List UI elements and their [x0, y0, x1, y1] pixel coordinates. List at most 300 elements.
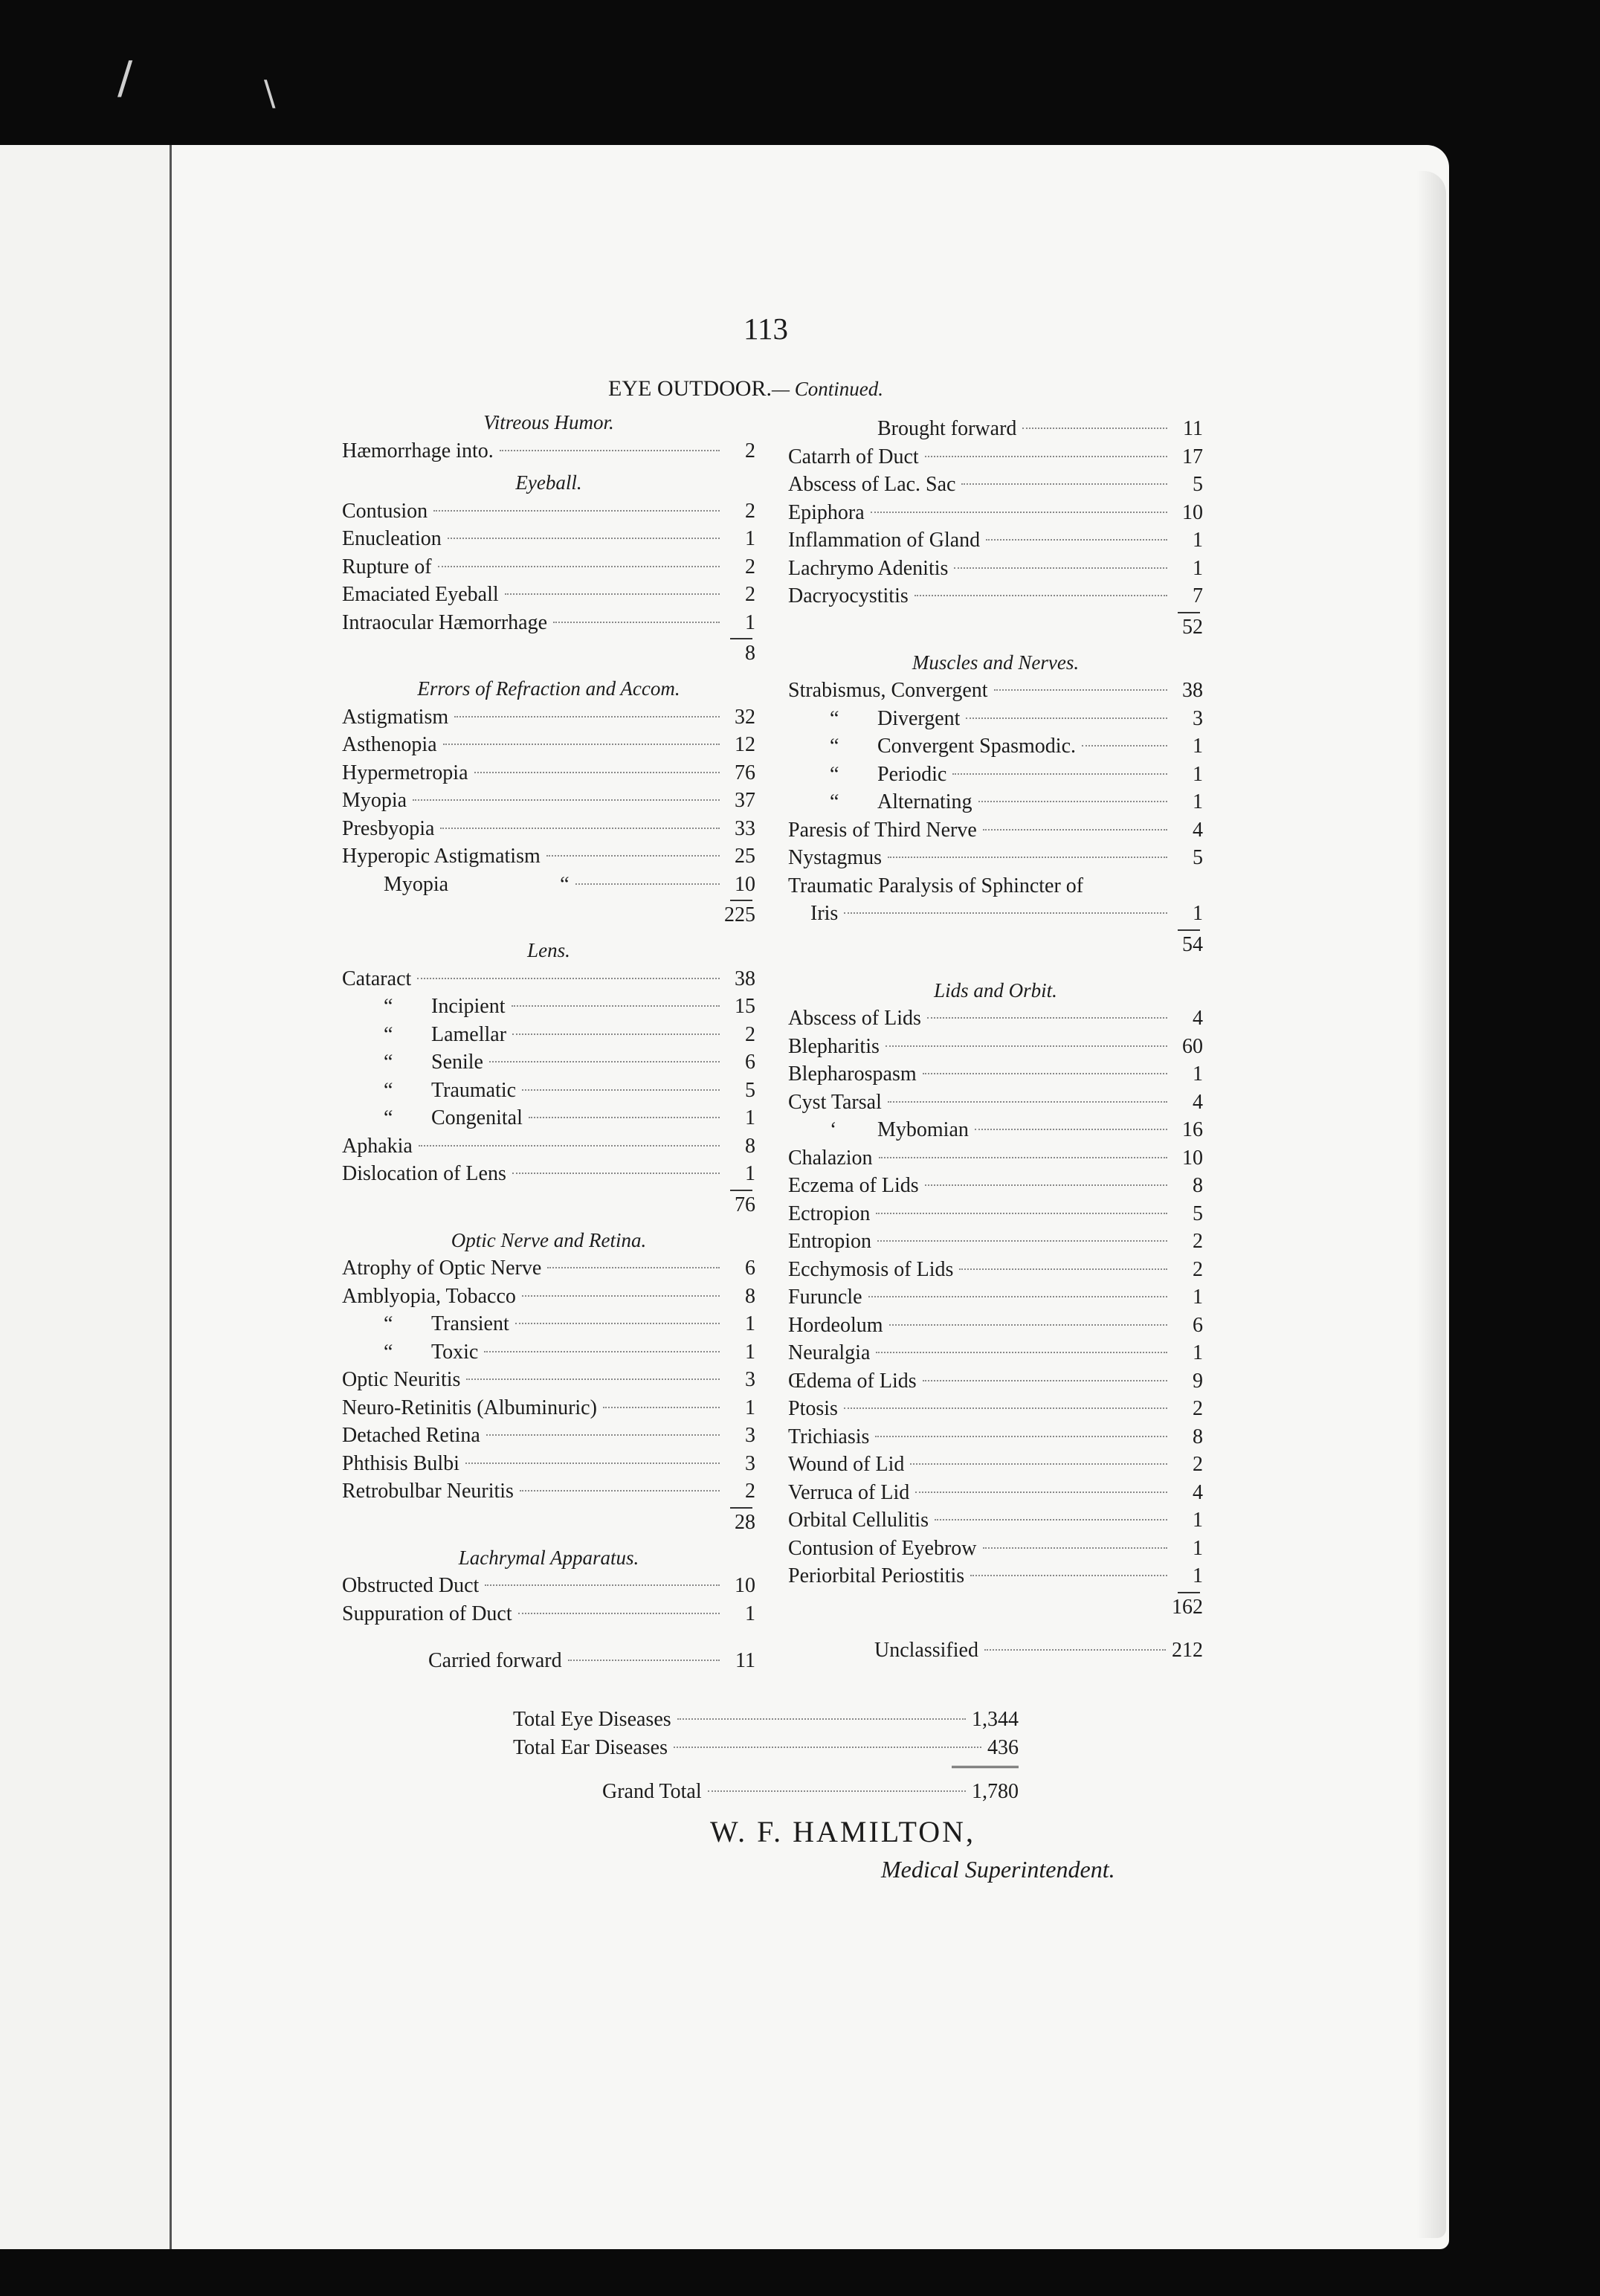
row-label — [342, 1132, 413, 1161]
row-label — [342, 1048, 483, 1077]
row-label-text: Contusion of Eyebrow — [788, 1536, 977, 1560]
table-row — [342, 609, 755, 637]
dot-leader — [983, 829, 1167, 831]
table-row — [788, 816, 1203, 845]
dot-leader — [983, 1547, 1167, 1549]
row-label — [788, 761, 946, 789]
dot-leader — [954, 567, 1167, 569]
row-value: 3 — [745, 1424, 755, 1447]
ditto-mark: “ — [384, 995, 393, 1018]
table-row — [788, 1479, 1203, 1507]
dot-leader — [868, 1296, 1167, 1297]
table-row — [342, 581, 755, 609]
row-label — [788, 677, 988, 705]
section-subtotal: 54 — [788, 928, 1203, 962]
row-label — [342, 815, 434, 843]
row-label-text: Trichiasis — [788, 1425, 870, 1448]
row-label — [788, 415, 1016, 443]
table-row — [788, 555, 1203, 583]
ditto-mark: “ — [384, 1340, 393, 1364]
table-row — [788, 705, 1203, 733]
ditto-mark: “ — [560, 872, 570, 896]
row-value: 2 — [745, 583, 755, 606]
dot-leader — [844, 912, 1167, 914]
dot-leader — [413, 799, 720, 801]
row-label-text: Dislocation of Lens — [342, 1162, 506, 1185]
dot-leader — [844, 1407, 1167, 1409]
row-value: 15 — [735, 995, 755, 1018]
row-label-text: Brought forward — [877, 417, 1017, 440]
row-label-text: Phthisis Bulbi — [342, 1451, 459, 1475]
row-label — [342, 965, 411, 993]
dot-leader — [489, 1061, 720, 1062]
row-value: 1 — [1193, 556, 1203, 580]
row-value: 5 — [1193, 1202, 1203, 1225]
section-title: Muscles and Nerves. — [912, 651, 1080, 674]
dot-leader — [886, 1045, 1167, 1047]
row-label-text: Inflammation of Gland — [788, 529, 981, 552]
row-value: 60 — [1182, 1034, 1203, 1058]
dot-leader — [970, 1575, 1167, 1576]
dot-leader — [986, 539, 1167, 541]
table-row — [342, 1048, 755, 1077]
section-subtotal: 52 — [788, 610, 1203, 645]
dot-leader — [522, 1295, 720, 1297]
row-label-text: Periorbital Periostitis — [788, 1564, 965, 1587]
row-value: 1 — [1193, 1509, 1203, 1532]
table-row — [788, 1256, 1203, 1284]
row-value: 8 — [745, 1134, 755, 1158]
row-value: 2 — [1193, 1453, 1203, 1476]
row-label-text: Ecchymosis of Lids — [788, 1257, 954, 1281]
row-label — [342, 553, 432, 581]
row-value: 5 — [745, 1078, 755, 1102]
ditto-mark: “ — [384, 1051, 393, 1074]
row-value: 16 — [1182, 1118, 1203, 1141]
table-row — [342, 1077, 755, 1105]
totals-block — [513, 1706, 1019, 1806]
row-label-text: Ectropion — [788, 1202, 871, 1225]
row-label — [342, 437, 494, 465]
row-label-text: Emaciated Eyeball — [342, 583, 499, 606]
total-eye-value: 1,344 — [972, 1708, 1019, 1731]
table-row — [788, 872, 1203, 900]
row-value: 5 — [1193, 846, 1203, 869]
row-label-text: Obstructed Duct — [342, 1574, 480, 1597]
carried-forward-value: 11 — [735, 1649, 755, 1672]
table-row — [342, 1254, 755, 1283]
row-value: 4 — [1193, 1007, 1203, 1030]
dot-leader — [910, 1463, 1167, 1465]
dot-leader — [522, 1089, 720, 1091]
row-label-text: Suppuration of Duct — [342, 1602, 512, 1625]
dot-leader — [466, 1378, 720, 1380]
carried-forward-label: Carried forward — [428, 1649, 562, 1672]
row-label-text: Neuro-Retinitis (Albuminuric) — [342, 1396, 597, 1419]
table-row — [342, 1422, 755, 1450]
dot-leader — [923, 1380, 1167, 1381]
table-row — [788, 1172, 1203, 1200]
table-row — [342, 497, 755, 526]
dot-leader — [603, 1407, 720, 1408]
row-label-text: Orbital Cellulitis — [788, 1509, 929, 1532]
row-label — [788, 732, 1076, 761]
row-label-text: Retrobulbar Neuritis — [342, 1480, 514, 1503]
row-label — [342, 1310, 509, 1338]
table-row — [788, 499, 1203, 527]
row-value: 12 — [735, 733, 755, 756]
row-label-text: Blepharospasm — [788, 1062, 917, 1086]
row-value: 1 — [1193, 902, 1203, 925]
row-value: 32 — [735, 705, 755, 729]
row-label-text: Enucleation — [342, 527, 442, 550]
row-label-text: Œdema of Lids — [788, 1369, 917, 1393]
page-number: 113 — [743, 312, 788, 346]
dot-leader — [1082, 745, 1167, 746]
dot-leader — [915, 1492, 1167, 1493]
table-row — [342, 1160, 755, 1188]
section-subtotal: 225 — [342, 898, 755, 932]
row-label — [788, 872, 1083, 900]
row-value: 1 — [745, 527, 755, 550]
dot-leader — [889, 1324, 1167, 1326]
row-label — [788, 1562, 964, 1590]
carried-forward-row — [342, 1647, 755, 1675]
row-label — [788, 1312, 883, 1340]
row-label-text: Myopia — [342, 789, 407, 812]
table-row — [342, 871, 755, 899]
ditto-mark: “ — [830, 735, 839, 758]
table-row — [342, 1394, 755, 1422]
row-value: 11 — [1183, 417, 1203, 440]
row-label — [342, 759, 468, 787]
row-value: 10 — [1182, 1146, 1203, 1170]
row-label — [342, 1477, 514, 1506]
dot-leader — [876, 1352, 1167, 1353]
row-label-text: Congenital — [431, 1106, 523, 1129]
row-label — [342, 993, 506, 1021]
row-label-text: Chalazion — [788, 1146, 873, 1170]
row-label-text: Wound of Lid — [788, 1453, 905, 1476]
table-row — [342, 731, 755, 759]
row-label — [788, 1423, 869, 1451]
row-label — [788, 1060, 917, 1089]
row-value: 6 — [1193, 1313, 1203, 1337]
row-value: 1 — [745, 1340, 755, 1364]
total-ear-value: 436 — [987, 1735, 1019, 1759]
table-row — [342, 1310, 755, 1338]
table-row — [788, 443, 1203, 471]
row-label — [342, 581, 499, 609]
row-label — [788, 1089, 882, 1117]
dot-leader — [547, 1267, 720, 1268]
row-label-text: Cataract — [342, 967, 412, 990]
row-label-text: Astigmatism — [342, 705, 449, 729]
section-title: Vitreous Humor. — [483, 411, 614, 433]
dot-leader — [474, 772, 720, 773]
table-row — [788, 526, 1203, 555]
section-subtotal: 8 — [342, 636, 755, 671]
row-label — [342, 1450, 459, 1478]
dot-leader — [529, 1117, 720, 1118]
row-value: 1 — [745, 1162, 755, 1185]
row-label — [342, 1394, 597, 1422]
row-value: 2 — [1193, 1257, 1203, 1281]
ditto-mark: “ — [384, 1106, 393, 1129]
row-label-text: Entropion — [788, 1230, 871, 1253]
dot-leader — [575, 883, 720, 885]
section-title: Lens. — [527, 939, 570, 961]
row-value: 3 — [1193, 706, 1203, 730]
row-label-text: Presbyopia — [342, 816, 435, 840]
row-label-text: Divergent — [877, 706, 961, 730]
unclassified-row — [788, 1636, 1203, 1665]
ditto-mark: “ — [384, 1312, 393, 1335]
row-label — [342, 1283, 516, 1311]
row-label — [788, 555, 948, 583]
dot-leader — [876, 1213, 1167, 1214]
row-label — [788, 1395, 838, 1423]
unclassified-value: 212 — [1172, 1638, 1203, 1662]
grand-total-label: Grand Total — [602, 1780, 702, 1803]
row-label — [342, 609, 547, 637]
row-label — [788, 1228, 871, 1256]
table-row — [788, 677, 1203, 705]
left-column — [342, 409, 755, 1675]
row-label-text: Contusion — [342, 499, 428, 523]
row-label — [788, 900, 838, 928]
dot-leader — [433, 510, 720, 512]
dot-leader — [984, 1649, 1166, 1651]
dot-leader — [923, 1073, 1167, 1074]
dot-leader — [505, 593, 720, 595]
row-label-text: Detached Retina — [342, 1424, 480, 1447]
table-row — [342, 1600, 755, 1628]
row-label-text: Hæmorrhage into. — [342, 439, 494, 462]
dot-leader — [515, 1323, 720, 1324]
row-label-text: Blepharitis — [788, 1034, 880, 1058]
row-value: 1 — [745, 1602, 755, 1625]
dot-leader — [518, 1613, 720, 1614]
row-label-text: Rupture of — [342, 555, 432, 578]
dot-leader — [512, 1173, 720, 1174]
table-row — [342, 1283, 755, 1311]
scan-mark: / — [117, 52, 133, 104]
table-row — [788, 1451, 1203, 1479]
row-value: 1 — [745, 1396, 755, 1419]
dot-leader — [925, 1184, 1167, 1186]
row-label — [788, 788, 972, 816]
section-title: Optic Nerve and Retina. — [451, 1228, 647, 1251]
table-row — [342, 703, 755, 732]
right-column — [788, 415, 1203, 1664]
signature-title: Medical Superintendent. — [881, 1856, 1115, 1883]
row-label — [342, 525, 442, 553]
row-value: 17 — [1182, 445, 1203, 468]
dot-leader — [966, 718, 1167, 719]
section-subtotal: 28 — [342, 1506, 755, 1540]
unclassified-label: Unclassified — [874, 1638, 978, 1662]
row-label — [788, 1004, 921, 1033]
row-label — [342, 1021, 506, 1049]
row-label — [788, 499, 865, 527]
row-label-text: Ptosis — [788, 1397, 838, 1420]
table-row — [788, 844, 1203, 872]
table-row — [788, 1312, 1203, 1340]
dot-leader — [961, 483, 1167, 485]
grand-total-row — [513, 1778, 1019, 1806]
row-label — [788, 443, 919, 471]
row-label — [788, 1200, 870, 1228]
table-row — [788, 582, 1203, 610]
row-value: 1 — [1193, 790, 1203, 813]
dot-leader — [925, 456, 1167, 457]
section-subtotal: 162 — [788, 1590, 1203, 1625]
row-label-text: Furuncle — [788, 1286, 862, 1309]
total-eye-label: Total Eye Diseases — [513, 1708, 671, 1731]
row-label-text: Neuralgia — [788, 1341, 871, 1364]
row-value: 2 — [745, 499, 755, 523]
table-row — [788, 900, 1203, 928]
row-label — [788, 1283, 862, 1312]
dot-leader — [935, 1519, 1167, 1521]
table-row — [342, 1366, 755, 1394]
row-label — [788, 816, 977, 845]
row-value: 10 — [1182, 500, 1203, 524]
row-label-text: Atrophy of Optic Nerve — [342, 1257, 542, 1280]
row-label-text: Optic Neuritis — [342, 1368, 461, 1391]
row-label — [342, 1104, 523, 1132]
row-label — [788, 1479, 909, 1507]
scan-mark: \ — [264, 73, 276, 113]
section-title: Errors of Refraction and Accom. — [417, 677, 680, 700]
row-label — [342, 1600, 512, 1628]
dot-leader — [465, 1463, 720, 1464]
row-value: 10 — [735, 1574, 755, 1597]
row-value: 1 — [1193, 735, 1203, 758]
row-label — [342, 842, 541, 871]
dot-leader — [512, 1005, 720, 1007]
dot-leader — [438, 566, 720, 567]
row-label-text: Hordeolum — [788, 1313, 883, 1337]
row-label — [788, 1506, 929, 1535]
dot-leader — [546, 855, 720, 857]
row-label-text: Iris — [810, 902, 839, 925]
dot-leader — [871, 512, 1167, 513]
row-label-text: Traumatic Paralysis of Sphincter of — [788, 874, 1084, 897]
row-label — [342, 871, 570, 899]
dot-leader — [888, 1101, 1167, 1103]
row-value: 1 — [1193, 529, 1203, 552]
ditto-mark: ‘ — [830, 1118, 837, 1141]
row-label — [788, 1367, 917, 1396]
row-value: 6 — [745, 1051, 755, 1074]
row-label-text: Hyperopic Astigmatism — [342, 845, 541, 868]
row-label — [788, 471, 955, 499]
table-row — [788, 471, 1203, 499]
table-row — [788, 1283, 1203, 1312]
total-rule — [952, 1766, 1019, 1768]
ditto-mark: “ — [830, 762, 839, 786]
table-row — [342, 1104, 755, 1132]
row-value: 1 — [745, 610, 755, 634]
dot-leader — [486, 1434, 720, 1436]
row-value: 4 — [1193, 1090, 1203, 1114]
row-label — [788, 1172, 919, 1200]
dot-leader — [500, 450, 720, 451]
row-label-text: Dacryocystitis — [788, 584, 909, 607]
dot-leader — [440, 828, 720, 829]
table-row — [342, 842, 755, 871]
row-value: 2 — [1193, 1230, 1203, 1253]
dot-leader — [952, 773, 1167, 775]
row-value: 1 — [1193, 762, 1203, 786]
row-label-text: Epiphora — [788, 500, 865, 524]
row-label — [342, 1160, 506, 1188]
row-label-text: Mybomian — [877, 1118, 969, 1141]
ditto-mark: “ — [384, 1078, 393, 1102]
table-row — [342, 787, 755, 815]
dot-leader — [553, 622, 720, 623]
row-label — [342, 1077, 516, 1105]
dot-leader — [485, 1584, 720, 1586]
table-row — [342, 1450, 755, 1478]
table-row — [342, 759, 755, 787]
table-row — [342, 815, 755, 843]
row-value: 1 — [1193, 1286, 1203, 1309]
row-value: 1 — [1193, 1062, 1203, 1086]
row-label — [788, 1535, 977, 1563]
row-label — [342, 1572, 479, 1600]
table-row — [788, 1060, 1203, 1089]
table-row — [788, 732, 1203, 761]
row-label-text: Periodic — [877, 762, 947, 786]
row-value: 38 — [735, 967, 755, 990]
row-label-text: Amblyopia, Tobacco — [342, 1284, 516, 1308]
row-value: 7 — [1193, 584, 1203, 607]
row-label-text: Strabismus, Convergent — [788, 679, 988, 702]
row-label-text: Hypermetropia — [342, 761, 468, 784]
dot-leader — [512, 1033, 720, 1035]
dot-leader — [443, 744, 720, 745]
ditto-mark: “ — [830, 790, 839, 813]
table-row — [342, 553, 755, 581]
row-value: 3 — [745, 1451, 755, 1475]
section-title: Eyeball. — [515, 471, 582, 494]
row-label-text: Lamellar — [431, 1022, 507, 1046]
section-title: Lids and Orbit. — [934, 978, 1057, 1002]
row-value: 2 — [1193, 1397, 1203, 1420]
dot-leader — [994, 689, 1167, 691]
row-value: 10 — [735, 872, 755, 896]
heading-title: EYE OUTDOOR. — [608, 376, 772, 401]
row-value: 8 — [1193, 1174, 1203, 1197]
row-label — [788, 1256, 953, 1284]
table-row — [342, 437, 755, 465]
row-label — [342, 1422, 480, 1450]
row-label — [342, 1366, 460, 1394]
dot-leader — [520, 1490, 720, 1492]
row-label-text: Catarrh of Duct — [788, 445, 919, 468]
dot-leader — [927, 1017, 1167, 1019]
row-label — [788, 526, 980, 555]
row-value: 4 — [1193, 1480, 1203, 1504]
row-label-text: Paresis of Third Nerve — [788, 818, 977, 842]
dot-leader — [484, 1351, 720, 1352]
table-row — [788, 1144, 1203, 1173]
row-value: 5 — [1193, 473, 1203, 496]
table-row — [788, 1367, 1203, 1396]
